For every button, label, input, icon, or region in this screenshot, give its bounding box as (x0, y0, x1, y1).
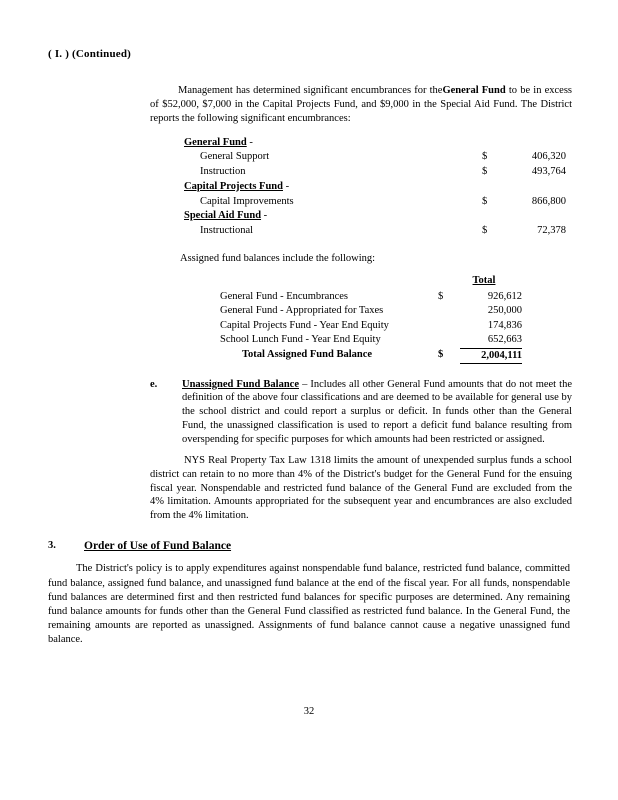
intro-text-part1: Management has determined significant encumbrances for the (178, 85, 443, 96)
section-3-paragraph: The District's policy is to apply expenditures against nonspendable fund balance, restricted fund balance, committed fund balance, assigned fund balance, and unassigned fund balance at the end of the fiscal year. For all funds, nonspendable fund balances are determined first and then restricted fund balances for specific purposes are determined. Any remaining fund balance amounts for funds other than the General Fund classified as restricted fund balance. In the General Fund, the remaining amounts are reported as unassigned. Assignments of fund balance cannot cause a negative unassigned fund balance. (48, 563, 570, 646)
table-row (220, 290, 572, 304)
encumbrance-row (184, 165, 572, 179)
assigned-row-currency (438, 319, 460, 333)
section-3-heading-row (48, 539, 572, 554)
intro-text-part2: to be in excess of $52,000, $7,000 in the Capital Projects Fund, and $9,000 in the Special Aid Fund. The District reports the following significant encumbrances: (150, 85, 573, 124)
document-body (48, 84, 573, 656)
item-e-paragraph2: NYS Real Property Tax Law 1318 limits the amount of unexpended surplus funds a school district can retain to no more than 4% of the District's budget for the General Fund for the ensuing fiscal year. Nonspendable and restricted fund balance of the General Fund are excluded from the 4% limitation. Amounts appropriated for the subsequent year and encumbrances are also excluded from the 4% limitation. (150, 454, 572, 522)
assigned-fund-balance-table (150, 274, 572, 364)
assigned-row-amount: 174,836 (487, 319, 522, 331)
section-continued-label: ( I. ) (Continued) (48, 48, 132, 60)
encumbrance-group-title: Capital Projects Fund (184, 180, 283, 192)
encumbrance-label: Instructional (200, 225, 254, 237)
assigned-row-amount: 652,663 (487, 333, 522, 345)
assigned-row-label: School Lunch Fund - Year End Equity (220, 333, 381, 345)
assigned-row-amount: 250,000 (487, 305, 522, 317)
encumbrance-currency: $ (482, 195, 488, 207)
assigned-row-currency (438, 304, 460, 318)
assigned-row-currency: $ (438, 290, 444, 302)
encumbrance-list (150, 136, 572, 239)
item-e-block (150, 378, 572, 447)
assigned-fund-balance-intro: Assigned fund balances include the following: (180, 253, 376, 265)
item-e-heading: Unassigned Fund Balance (182, 378, 299, 390)
section-3-heading: Order of Use of Fund Balance (84, 540, 232, 553)
encumbrance-group-heading (184, 209, 572, 223)
assigned-total-label: Total Assigned Fund Balance (242, 348, 373, 360)
encumbrance-group-title: Special Aid Fund (184, 210, 262, 222)
item-e-marker: e. (150, 378, 158, 390)
page-number: 32 (303, 706, 315, 717)
assigned-total-row (220, 348, 572, 364)
encumbrance-group-dash: - (261, 210, 268, 222)
assigned-row-label: General Fund - Appropriated for Taxes (220, 305, 384, 317)
item-e-text (182, 378, 572, 447)
encumbrance-group-dash: - (246, 136, 253, 148)
section-3-number: 3. (48, 540, 56, 552)
encumbrance-row (184, 224, 572, 238)
encumbrance-currency: $ (482, 165, 488, 177)
encumbrance-amount: 493,764 (531, 165, 566, 177)
table-row (220, 304, 572, 318)
encumbrance-currency: $ (482, 225, 488, 237)
encumbrance-row (184, 195, 572, 209)
encumbrance-amount: 406,320 (531, 151, 566, 163)
table-row (220, 333, 572, 347)
encumbrance-group-title: General Fund (184, 136, 247, 148)
encumbrance-label: Instruction (200, 165, 246, 177)
encumbrance-amount: 72,378 (537, 225, 566, 237)
assigned-total-column-header: Total (472, 274, 496, 286)
item-e-dash: – (299, 378, 311, 390)
assigned-total-amount: 2,004,111 (460, 348, 522, 364)
assigned-total-currency: $ (438, 348, 444, 360)
encumbrance-row (184, 150, 572, 164)
encumbrance-group-heading (184, 136, 572, 150)
assigned-header-spacer (220, 274, 438, 288)
encumbrance-group-dash: - (282, 180, 290, 192)
assigned-row-currency (438, 333, 460, 347)
intro-paragraph (150, 84, 572, 126)
encumbrance-label: General Support (200, 151, 270, 163)
assigned-table-header-row (220, 274, 572, 288)
encumbrance-amount: 866,800 (531, 195, 566, 207)
table-row (220, 319, 572, 333)
encumbrance-currency: $ (482, 151, 488, 163)
assigned-row-label: Capital Projects Fund - Year End Equity (220, 319, 389, 331)
intro-general-fund-bold: General Fund (442, 85, 506, 96)
item-e-paragraph1: Includes all other General Fund amounts that do not meet the definition of the above four classifications and are deemed to be available for general use by the school district and could report a surplus or deficit. In funds other than the General Fund, the unassigned classification is used to report a deficit fund balance resulting from overspending for specific purposes for which amounts had been restricted or assigned. (182, 378, 572, 446)
encumbrance-label: Capital Improvements (200, 195, 294, 207)
encumbrance-group-heading (184, 180, 572, 194)
assigned-row-amount: 926,612 (487, 290, 522, 302)
assigned-row-label: General Fund - Encumbrances (220, 290, 348, 302)
